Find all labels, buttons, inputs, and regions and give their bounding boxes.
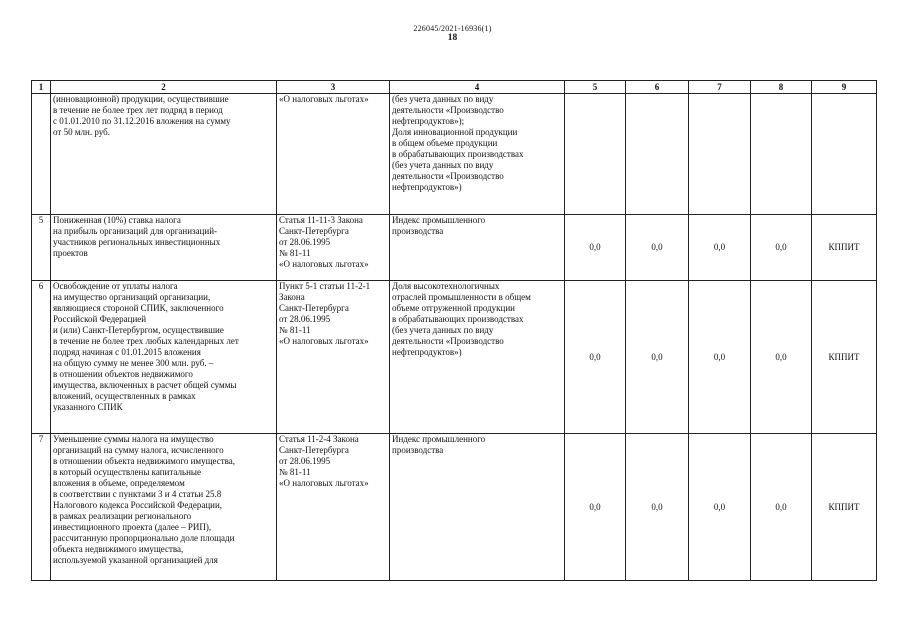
- table-row: [32, 215, 877, 281]
- value-col-7: 0,0: [689, 215, 751, 281]
- column-header: 8: [751, 81, 812, 94]
- category-code: [812, 94, 877, 215]
- legal-basis: Статья 11-2-4 Закона Санкт-Петербурга от 28.06.1995 № 81-11 «О налоговых льготах»: [277, 434, 390, 581]
- row-number: 5: [32, 215, 51, 281]
- benefit-description: Освобождение от уплаты налога на имущество организаций организации, являющиеся стороной СПИК, заключенного Российской Федерацией и (или) Санкт-Петербургом, осуществившие в течение не более трех любых календарных лет подряд начиная с 01.01.2015 вложения на общую сумму не менее 300 млн. руб. – в отношении объектов недвижимого имущества, включенных в расчет общей суммы вложений, осуществленных в рамках указанного СПИК: [51, 281, 277, 434]
- target-indicator: Индекс промышленного производства: [390, 434, 565, 581]
- category-code: КППИТ: [812, 434, 877, 581]
- column-header: 1: [32, 81, 51, 94]
- value-col-7: [689, 94, 751, 215]
- column-header: 5: [565, 81, 626, 94]
- target-indicator: Индекс промышленного производства: [390, 215, 565, 281]
- column-header: 3: [277, 81, 390, 94]
- value-col-8: [751, 94, 812, 215]
- value-col-5: [565, 94, 626, 215]
- value-col-8: 0,0: [751, 281, 812, 434]
- tax-benefits-table: [31, 80, 877, 581]
- target-indicator: Доля высокотехнологичных отраслей промышленности в общем объеме отгруженной продукции в обрабатывающих производствах (без учета данных по виду деятельности «Производство нефтепродуктов»): [390, 281, 565, 434]
- category-code: КППИТ: [812, 281, 877, 434]
- column-header: 4: [390, 81, 565, 94]
- column-number-header-row: [32, 81, 877, 94]
- target-indicator: (без учета данных по виду деятельности «Производство нефтепродуктов»); Доля инновационной продукции в общем объеме продукции в обрабатывающих производствах (без учета данных по виду деятельности «Производство нефтепродуктов»): [390, 94, 565, 215]
- value-col-7: 0,0: [689, 281, 751, 434]
- column-header: 9: [812, 81, 877, 94]
- row-number: [32, 94, 51, 215]
- value-col-8: 0,0: [751, 434, 812, 581]
- value-col-5: 0,0: [565, 281, 626, 434]
- column-header: 6: [626, 81, 689, 94]
- legal-basis: Статья 11-11-3 Закона Санкт-Петербурга от 28.06.1995 № 81-11 «О налоговых льготах»: [277, 215, 390, 281]
- category-code: КППИТ: [812, 215, 877, 281]
- value-col-7: 0,0: [689, 434, 751, 581]
- benefit-description: (инновационной) продукции, осуществившие в течение не более трех лет подряд в период с 01.01.2010 по 31.12.2016 вложения на сумму от 50 млн. руб.: [51, 94, 277, 215]
- table-row: [32, 434, 877, 581]
- benefit-description: Уменьшение суммы налога на имущество организаций на сумму налога, исчисленного в отношении объекта недвижимого имущества, в который осуществлены капитальные вложения в объеме, определяемом в соответствии с пунктами 3 и 4 статьи 25.8 Налогового кодекса Российской Федерации, в рамках реализации регионального инвестиционного проекта (далее – РИП), рассчитанную пропорционально доле площади объекта недвижимого имущества, используемой указанной организацией для: [51, 434, 277, 581]
- value-col-6: 0,0: [626, 215, 689, 281]
- document-registration-number: 226045/2021-16936(1): [413, 24, 492, 33]
- value-col-5: 0,0: [565, 434, 626, 581]
- column-header: 2: [51, 81, 277, 94]
- table-row: [32, 94, 877, 215]
- column-header: 7: [689, 81, 751, 94]
- table-row: [32, 281, 877, 434]
- row-number: 7: [32, 434, 51, 581]
- value-col-8: 0,0: [751, 215, 812, 281]
- value-col-5: 0,0: [565, 215, 626, 281]
- benefit-description: Пониженная (10%) ставка налога на прибыль организаций для организаций- участников региональных инвестиционных проектов: [51, 215, 277, 281]
- row-number: 6: [32, 281, 51, 434]
- value-col-6: 0,0: [626, 434, 689, 581]
- value-col-6: 0,0: [626, 281, 689, 434]
- page-number: 18: [447, 33, 458, 43]
- value-col-6: [626, 94, 689, 215]
- legal-basis: «О налоговых льготах»: [277, 94, 390, 215]
- legal-basis: Пункт 5-1 статьи 11-2-1 Закона Санкт-Петербурга от 28.06.1995 № 81-11 «О налоговых льготах»: [277, 281, 390, 434]
